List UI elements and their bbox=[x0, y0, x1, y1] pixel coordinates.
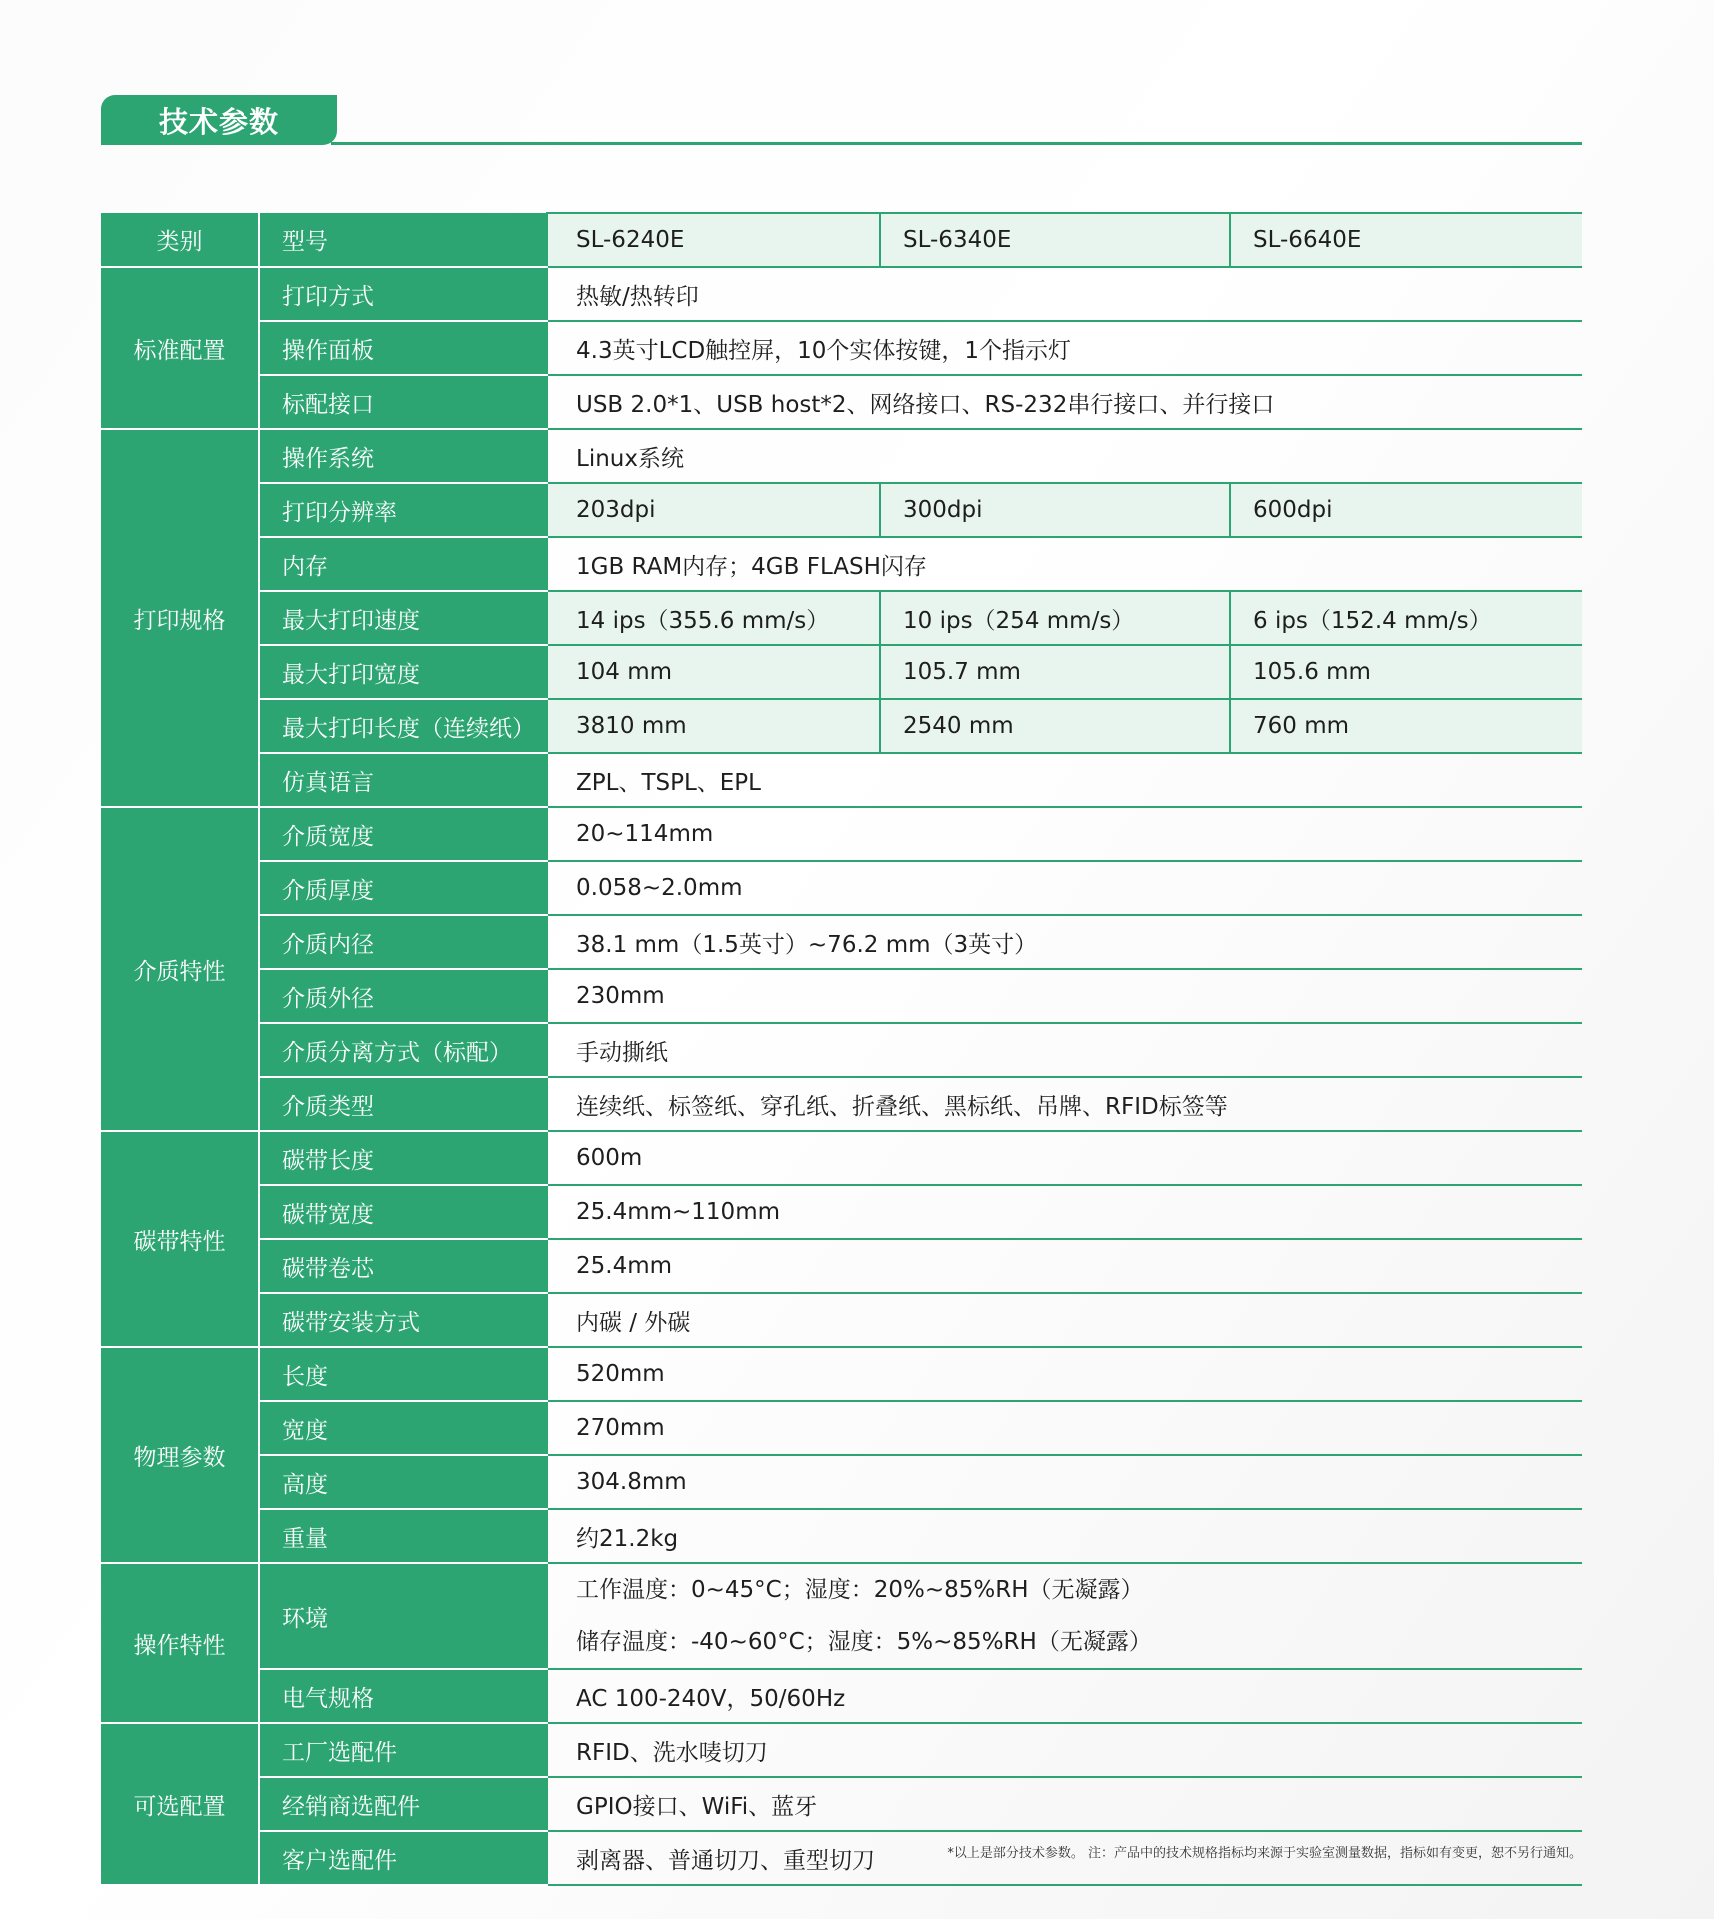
category-cell: 介质特性 bbox=[101, 807, 259, 1131]
category-cell: 碳带特性 bbox=[101, 1131, 259, 1347]
property-value: 760 mm bbox=[1230, 699, 1582, 753]
footnote: *以上是部分技术参数。 注：产品中的技术规格指标均来源于实验室测量数据，指标如有变更，恕不另行通知。 bbox=[947, 1846, 1582, 1861]
category-cell: 可选配置 bbox=[101, 1723, 259, 1885]
value-line: 储存温度：-40~60°C；湿度：5%~85%RH（无凝露） bbox=[576, 1629, 1152, 1655]
property-label: 最大打印长度（连续纸） bbox=[259, 699, 547, 753]
property-label: 重量 bbox=[259, 1509, 547, 1563]
table-row bbox=[101, 861, 1582, 915]
property-value: 300dpi bbox=[880, 483, 1230, 537]
table-row bbox=[101, 645, 1582, 699]
property-label: 碳带卷芯 bbox=[259, 1239, 547, 1293]
model-name: SL-6240E bbox=[547, 213, 880, 267]
table-header-row bbox=[101, 213, 1582, 267]
table-row bbox=[101, 429, 1582, 483]
table-row bbox=[101, 807, 1582, 861]
table-row bbox=[101, 537, 1582, 591]
property-value: 热敏/热转印 bbox=[547, 267, 1582, 321]
property-value: 600dpi bbox=[1230, 483, 1582, 537]
table-row bbox=[101, 753, 1582, 807]
section-header bbox=[101, 95, 1582, 145]
table-row bbox=[101, 1669, 1582, 1723]
table-row bbox=[101, 1293, 1582, 1347]
property-label: 操作系统 bbox=[259, 429, 547, 483]
property-value: 10 ips（254 mm/s） bbox=[880, 591, 1230, 645]
category-cell: 标准配置 bbox=[101, 267, 259, 429]
table-row bbox=[101, 591, 1582, 645]
header-category: 类别 bbox=[101, 213, 259, 267]
property-value: Linux系统 bbox=[547, 429, 1582, 483]
property-label: 介质厚度 bbox=[259, 861, 547, 915]
property-label: 客户选配件 bbox=[259, 1831, 547, 1885]
property-value: 内碳 / 外碳 bbox=[547, 1293, 1582, 1347]
model-name: SL-6340E bbox=[880, 213, 1230, 267]
property-label: 仿真语言 bbox=[259, 753, 547, 807]
property-label: 碳带宽度 bbox=[259, 1185, 547, 1239]
property-label: 介质类型 bbox=[259, 1077, 547, 1131]
property-value: 105.6 mm bbox=[1230, 645, 1582, 699]
table-row bbox=[101, 321, 1582, 375]
property-label: 标配接口 bbox=[259, 375, 547, 429]
property-label: 介质宽度 bbox=[259, 807, 547, 861]
property-label: 碳带安装方式 bbox=[259, 1293, 547, 1347]
table-row bbox=[101, 1401, 1582, 1455]
property-value: 25.4mm~110mm bbox=[547, 1185, 1582, 1239]
category-cell: 操作特性 bbox=[101, 1563, 259, 1723]
table-row bbox=[101, 375, 1582, 429]
header-model: 型号 bbox=[259, 213, 547, 267]
property-value: 手动撕纸 bbox=[547, 1023, 1582, 1077]
property-value: 6 ips（152.4 mm/s） bbox=[1230, 591, 1582, 645]
property-value: 230mm bbox=[547, 969, 1582, 1023]
table-row bbox=[101, 1077, 1582, 1131]
property-value: 203dpi bbox=[547, 483, 880, 537]
property-value: RFID、洗水唛切刀 bbox=[547, 1723, 1582, 1777]
property-value: AC 100-240V，50/60Hz bbox=[547, 1669, 1582, 1723]
property-value: 4.3英寸LCD触控屏，10个实体按键，1个指示灯 bbox=[547, 321, 1582, 375]
table-row bbox=[101, 267, 1582, 321]
property-value: 600m bbox=[547, 1131, 1582, 1185]
category-cell: 物理参数 bbox=[101, 1347, 259, 1563]
table-row bbox=[101, 969, 1582, 1023]
section-title-tab bbox=[101, 95, 337, 145]
property-value: 连续纸、标签纸、穿孔纸、折叠纸、黑标纸、吊牌、RFID标签等 bbox=[547, 1077, 1582, 1131]
property-value: 2540 mm bbox=[880, 699, 1230, 753]
property-label: 操作面板 bbox=[259, 321, 547, 375]
property-value: 105.7 mm bbox=[880, 645, 1230, 699]
model-name: SL-6640E bbox=[1230, 213, 1582, 267]
property-value: 104 mm bbox=[547, 645, 880, 699]
table-row bbox=[101, 483, 1582, 537]
table-row bbox=[101, 1455, 1582, 1509]
property-label: 打印分辨率 bbox=[259, 483, 547, 537]
property-value: 520mm bbox=[547, 1347, 1582, 1401]
value-line: 工作温度：0~45°C；湿度：20%~85%RH（无凝露） bbox=[576, 1577, 1144, 1603]
table-row bbox=[101, 1131, 1582, 1185]
table-row bbox=[101, 1777, 1582, 1831]
spec-table bbox=[101, 212, 1582, 1886]
table-row bbox=[101, 915, 1582, 969]
property-value: 1GB RAM内存；4GB FLASH闪存 bbox=[547, 537, 1582, 591]
property-value: USB 2.0*1、USB host*2、网络接口、RS-232串行接口、并行接口 bbox=[547, 375, 1582, 429]
property-value: 3810 mm bbox=[547, 699, 880, 753]
property-value: 270mm bbox=[547, 1401, 1582, 1455]
property-value: 剥离器、普通切刀、重型切刀 bbox=[547, 1831, 1582, 1885]
property-value: 14 ips（355.6 mm/s） bbox=[547, 591, 880, 645]
property-label: 工厂选配件 bbox=[259, 1723, 547, 1777]
property-label: 最大打印速度 bbox=[259, 591, 547, 645]
table-row bbox=[101, 1347, 1582, 1401]
property-value: 25.4mm bbox=[547, 1239, 1582, 1293]
property-label: 打印方式 bbox=[259, 267, 547, 321]
table-row bbox=[101, 1723, 1582, 1777]
property-label: 经销商选配件 bbox=[259, 1777, 547, 1831]
table-row bbox=[101, 1239, 1582, 1293]
property-label: 高度 bbox=[259, 1455, 547, 1509]
table-row bbox=[101, 1023, 1582, 1077]
property-label: 环境 bbox=[259, 1563, 547, 1669]
property-label: 宽度 bbox=[259, 1401, 547, 1455]
property-label: 介质外径 bbox=[259, 969, 547, 1023]
property-value: 约21.2kg bbox=[547, 1509, 1582, 1563]
property-value: GPIO接口、WiFi、蓝牙 bbox=[547, 1777, 1582, 1831]
property-value: 38.1 mm（1.5英寸）~76.2 mm（3英寸） bbox=[547, 915, 1582, 969]
property-value: 20~114mm bbox=[547, 807, 1582, 861]
table-row bbox=[101, 1509, 1582, 1563]
property-label: 最大打印宽度 bbox=[259, 645, 547, 699]
property-value: 0.058~2.0mm bbox=[547, 861, 1582, 915]
property-label: 碳带长度 bbox=[259, 1131, 547, 1185]
property-value: ZPL、TSPL、EPL bbox=[547, 753, 1582, 807]
property-label: 介质内径 bbox=[259, 915, 547, 969]
table-row bbox=[101, 699, 1582, 753]
section-title: 技术参数 bbox=[158, 104, 279, 139]
category-cell: 打印规格 bbox=[101, 429, 259, 807]
property-label: 电气规格 bbox=[259, 1669, 547, 1723]
property-value: 304.8mm bbox=[547, 1455, 1582, 1509]
property-label: 长度 bbox=[259, 1347, 547, 1401]
section-divider bbox=[331, 142, 1582, 145]
table-row bbox=[101, 1563, 1582, 1669]
table-row bbox=[101, 1185, 1582, 1239]
property-value bbox=[547, 1563, 1582, 1669]
property-label: 介质分离方式（标配） bbox=[259, 1023, 547, 1077]
property-label: 内存 bbox=[259, 537, 547, 591]
